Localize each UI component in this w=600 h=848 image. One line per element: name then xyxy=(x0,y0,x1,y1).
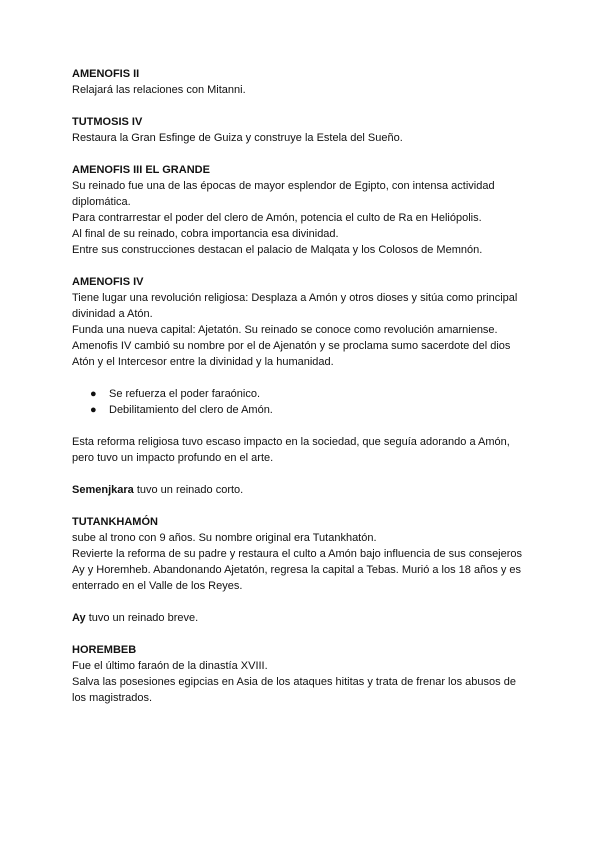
section-heading: TUTMOSIS IV xyxy=(72,116,143,128)
text-line: Revierte la reforma de su padre y restaura el culto a Amón bajo influencia de sus consejeros xyxy=(72,548,523,560)
text-line: Entre sus construcciones destacan el palacio de Malqata y los Colosos de Memnón. xyxy=(72,244,483,256)
section-amenofis-iv xyxy=(72,274,532,370)
text-line: Para contrarrestar el poder del clero de Amón, potencia el culto de Ra en Heliópolis. xyxy=(72,212,482,224)
text-line: Tiene lugar una revolución religiosa: Desplaza a Amón y otros dioses y sitúa como principal xyxy=(72,292,518,304)
text-line: enterrado en el Valle de los Reyes. xyxy=(72,580,243,592)
text-line: Amenofis IV cambió su nombre por el de Ajenatón y se proclama sumo sacerdote del dios xyxy=(72,340,511,352)
list-item xyxy=(90,402,532,418)
bullet-icon: ● xyxy=(90,388,97,400)
section-amenofis-iii xyxy=(72,162,532,258)
text-line: Salva las posesiones egipcias en Asia de los ataques hititas y trata de frenar los abusos de xyxy=(72,676,516,688)
text-line: Atón y el Intercesor entre la divinidad y la humanidad. xyxy=(72,356,334,368)
bold-name: Ay xyxy=(72,612,86,624)
text-line: Fue el último faraón de la dinastía XVIII. xyxy=(72,660,268,672)
list-item-text: Debilitamiento del clero de Amón. xyxy=(109,404,273,416)
section-heading: AMENOFIS III EL GRANDE xyxy=(72,164,210,176)
section-tutankhamon xyxy=(72,514,532,594)
text-line: los magistrados. xyxy=(72,692,153,704)
section-reform-impact xyxy=(72,434,532,466)
document-page xyxy=(72,66,532,722)
inline-text: tuvo un reinado breve. xyxy=(85,612,199,624)
text-line: Funda una nueva capital: Ajetatón. Su reinado se conoce como revolución amarniense. xyxy=(72,324,498,336)
section-heading: AMENOFIS IV xyxy=(72,276,144,288)
section-tutmosis-iv xyxy=(72,114,532,146)
text-line: Relajará las relaciones con Mitanni. xyxy=(72,84,246,96)
text-line: divinidad a Atón. xyxy=(72,308,153,320)
section-horembeb xyxy=(72,642,532,706)
text-line: Al final de su reinado, cobra importancia esa divinidad. xyxy=(72,228,339,240)
text-line: Restaura la Gran Esfinge de Guiza y construye la Estela del Sueño. xyxy=(72,132,403,144)
text-line: sube al trono con 9 años. Su nombre original era Tutankhatón. xyxy=(72,532,377,544)
section-heading: AMENOFIS II xyxy=(72,68,140,80)
text-line: Ay y Horemheb. Abandonando Ajetatón, regresa la capital a Tebas. Murió a los 18 años y es xyxy=(72,564,522,576)
text-line: Esta reforma religiosa tuvo escaso impacto en la sociedad, que seguía adorando a Amón, xyxy=(72,436,510,448)
section-amenofis-ii xyxy=(72,66,532,98)
section-ay xyxy=(72,610,532,626)
bullet-list xyxy=(72,386,532,418)
text-line: diplomática. xyxy=(72,196,131,208)
bold-name: Semenjkara xyxy=(72,484,134,496)
section-heading: TUTANKHAMÓN xyxy=(72,516,158,528)
text-line xyxy=(72,482,532,498)
text-line: pero tuvo un impacto profundo en el arte. xyxy=(72,452,274,464)
text-line xyxy=(72,610,532,626)
inline-text: tuvo un reinado corto. xyxy=(133,484,244,496)
section-semenjkara xyxy=(72,482,532,498)
section-heading: HOREMBEB xyxy=(72,644,137,656)
list-item-text: Se refuerza el poder faraónico. xyxy=(109,388,261,400)
bullet-icon: ● xyxy=(90,404,97,416)
text-line: Su reinado fue una de las épocas de mayor esplendor de Egipto, con intensa actividad xyxy=(72,180,495,192)
list-item xyxy=(90,386,532,402)
